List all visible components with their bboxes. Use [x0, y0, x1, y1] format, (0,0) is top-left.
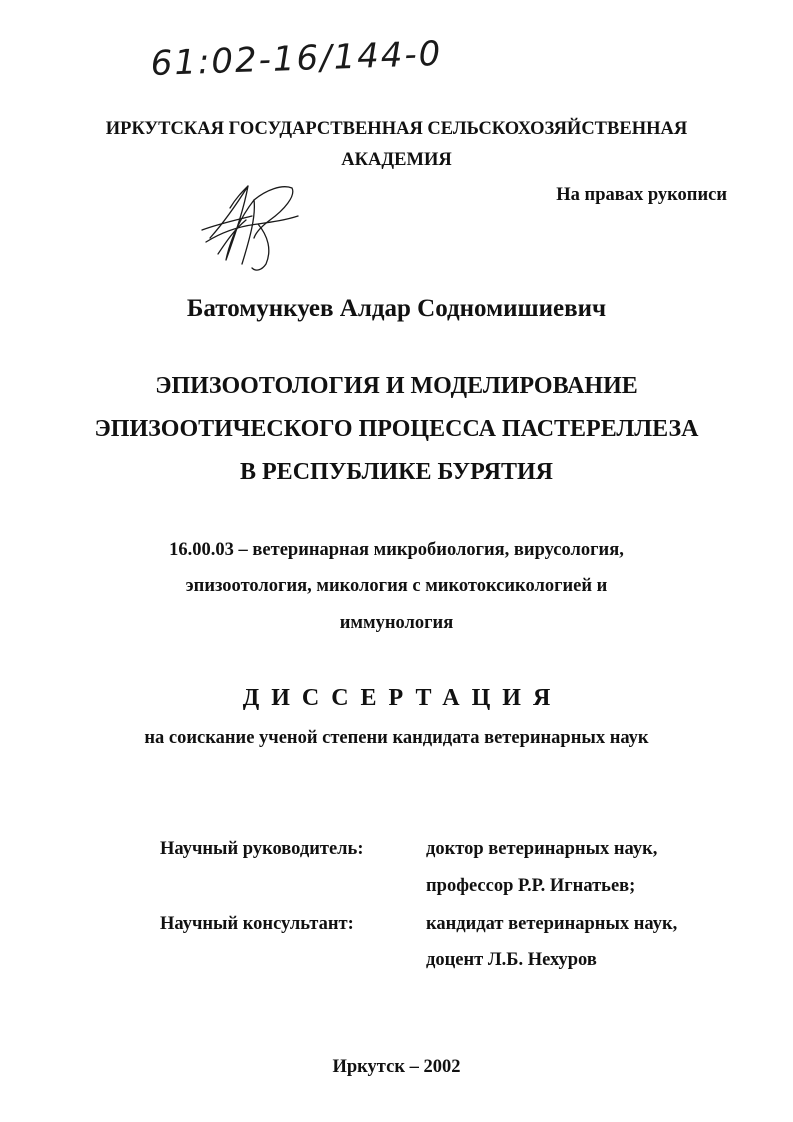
- degree-statement: на соискание ученой степени кандидата ветеринарных наук: [144, 728, 649, 748]
- document-type: ДИССЕРТАЦИЯ: [242, 685, 563, 711]
- dissertation-title-line-3: В РЕСПУБЛИКЕ БУРЯТИЯ: [240, 459, 553, 485]
- author-name: Батомункуев Алдар Содномишиевич: [186, 295, 607, 322]
- dissertation-title-line-1: ЭПИЗООТОЛОГИЯ И МОДЕЛИРОВАНИЕ: [155, 373, 638, 399]
- consultant-degree: кандидат ветеринарных наук,: [426, 914, 678, 934]
- signature-icon: [196, 180, 306, 275]
- consultant-label: Научный консультант:: [160, 914, 354, 934]
- supervisor-label: Научный руководитель:: [160, 839, 364, 859]
- supervisor-degree: доктор ветеринарных наук,: [426, 839, 658, 859]
- rights-note: На правах рукописи: [556, 185, 727, 205]
- specialty-line-3: иммунология: [339, 613, 454, 633]
- dissertation-title-line-2: ЭПИЗООТИЧЕСКОГО ПРОЦЕССА ПАСТЕРЕЛЛЕЗА: [94, 416, 699, 442]
- specialty-line-1: 16.00.03 – ветеринарная микробиология, вирусология,: [169, 540, 624, 560]
- supervisor-name: профессор Р.Р. Игнатьев;: [426, 876, 636, 896]
- archive-code: 61:02-16/144-0: [150, 33, 443, 84]
- place-and-year: Иркутск – 2002: [332, 1057, 461, 1077]
- institution-name-line-1: ИРКУТСКАЯ ГОСУДАРСТВЕННАЯ СЕЛЬСКОХОЗЯЙСТВЕННАЯ: [105, 119, 688, 139]
- consultant-name: доцент Л.Б. Нехуров: [426, 950, 597, 970]
- institution-name-line-2: АКАДЕМИЯ: [341, 150, 452, 170]
- specialty-line-2: эпизоотология, микология с микотоксикологией и: [185, 576, 608, 596]
